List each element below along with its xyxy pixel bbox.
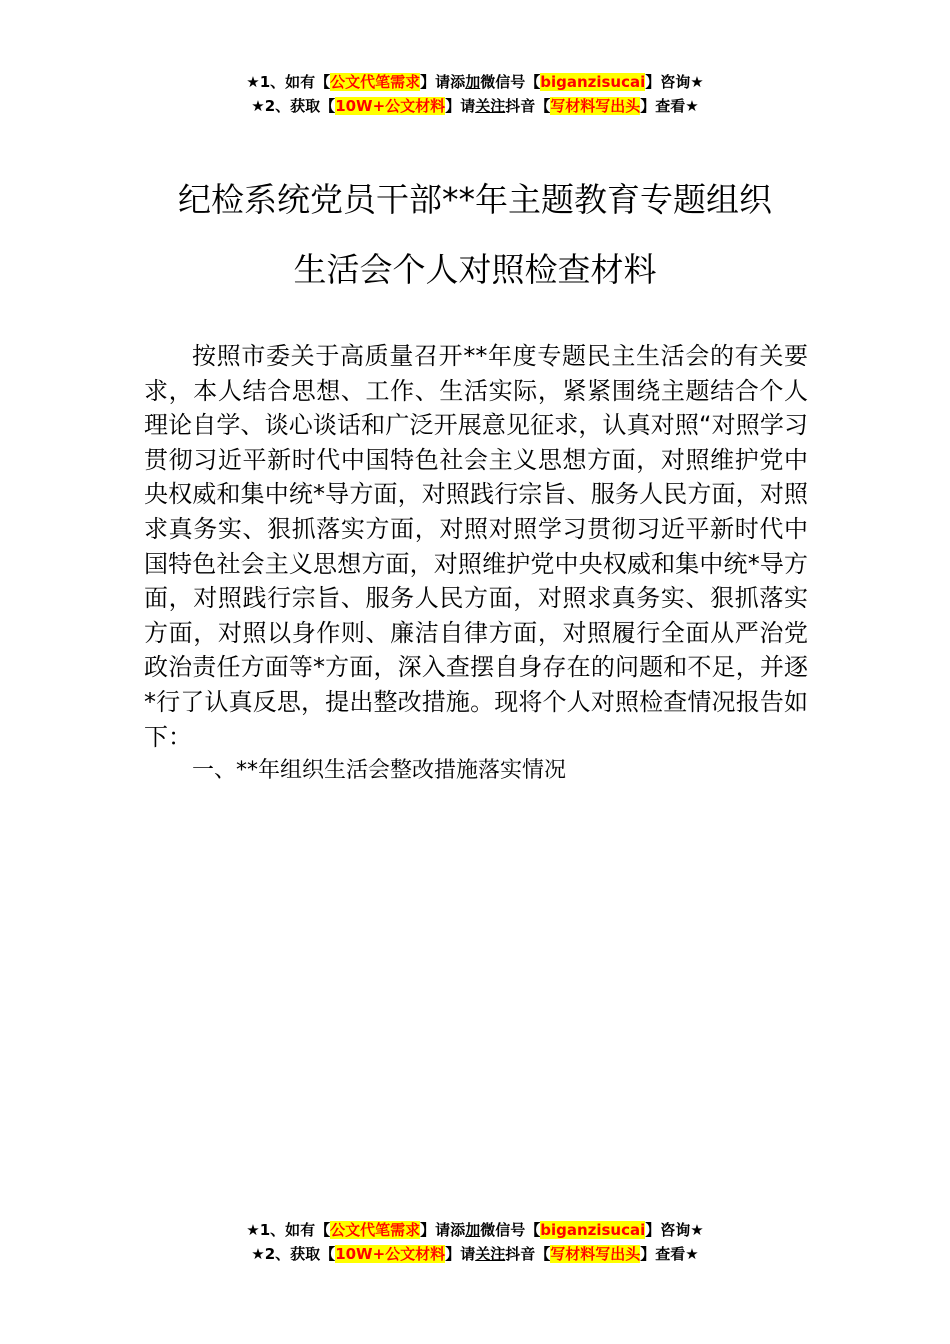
footer-notice <box>0 1218 950 1266</box>
notice-text: 】咨询★ <box>645 1221 704 1239</box>
document-title-line-2: 生活会个人对照检查材料 <box>293 250 657 289</box>
notice-line-2 <box>0 94 950 118</box>
wechat-id: biganzisucai <box>540 73 646 91</box>
notice-line-2 <box>0 1242 950 1266</box>
notice-text: 】请 <box>445 1245 476 1263</box>
notice-text: 抖音【 <box>505 1245 551 1263</box>
notice-line-1 <box>0 1218 950 1242</box>
document-body <box>144 339 808 789</box>
wechat-id: biganzisucai <box>540 1221 646 1239</box>
underlined-text: 关注 <box>475 97 506 115</box>
notice-text: 微信号【 <box>480 73 541 91</box>
highlight-text: 公文代笔需求 <box>330 1221 421 1239</box>
notice-text: 抖音【 <box>505 97 551 115</box>
notice-text: 微信号【 <box>480 1221 541 1239</box>
body-paragraph: 按照市委关于高质量召开**年度专题民主生活会的有关要求，本人结合思想、工作、生活实际，紧紧围绕主题结合个人理论自学、谈心谈话和广泛开展意见征求，认真对照“对照学习贯彻习近平新时代中国特色社会主义思想方面，对照维护党中央权威和集中统*导方面，对照践行宗旨、服务人民方面，对照求真务实、狠抓落实方面，对照对照学习贯彻习近平新时代中国特色社会主义思想方面，对照维护党中央权威和集中统*导方面，对照践行宗旨、服务人民方面，对照求真务实、狠抓落实方面，对照以身作则、廉洁自律方面，对照履行全面从严治党政治责任方面等*方面，深入查摆自身存在的问题和不足，并逐*行了认真反思，提出整改措施。现将个人对照检查情况报告如下： <box>144 342 808 751</box>
notice-text: 】请添 <box>420 73 466 91</box>
notice-text: 】咨询★ <box>645 73 704 91</box>
notice-text: ★2、获取【 <box>251 1245 336 1263</box>
underlined-text: 关注 <box>475 1245 506 1263</box>
notice-text: ★1、如有【 <box>246 73 331 91</box>
highlight-text: 10W+公文材料 <box>335 1245 446 1263</box>
underlined-text: 加 <box>465 1221 481 1239</box>
notice-text: 】请添 <box>420 1221 466 1239</box>
notice-text: 】请 <box>445 97 476 115</box>
notice-text: ★1、如有【 <box>246 1221 331 1239</box>
notice-text: 】查看★ <box>640 97 699 115</box>
notice-text: 】查看★ <box>640 1245 699 1263</box>
notice-line-1 <box>0 70 950 94</box>
douyin-account: 写材料写出头 <box>550 97 641 115</box>
document-title-line-1: 纪检系统党员干部**年主题教育专题组织 <box>178 180 772 219</box>
highlight-text: 10W+公文材料 <box>335 97 446 115</box>
underlined-text: 加 <box>465 73 481 91</box>
highlight-text: 公文代笔需求 <box>330 73 421 91</box>
header-notice <box>0 70 950 118</box>
section-heading: 一、**年组织生活会整改措施落实情况 <box>192 758 567 784</box>
notice-text: ★2、获取【 <box>251 97 336 115</box>
douyin-account: 写材料写出头 <box>550 1245 641 1263</box>
